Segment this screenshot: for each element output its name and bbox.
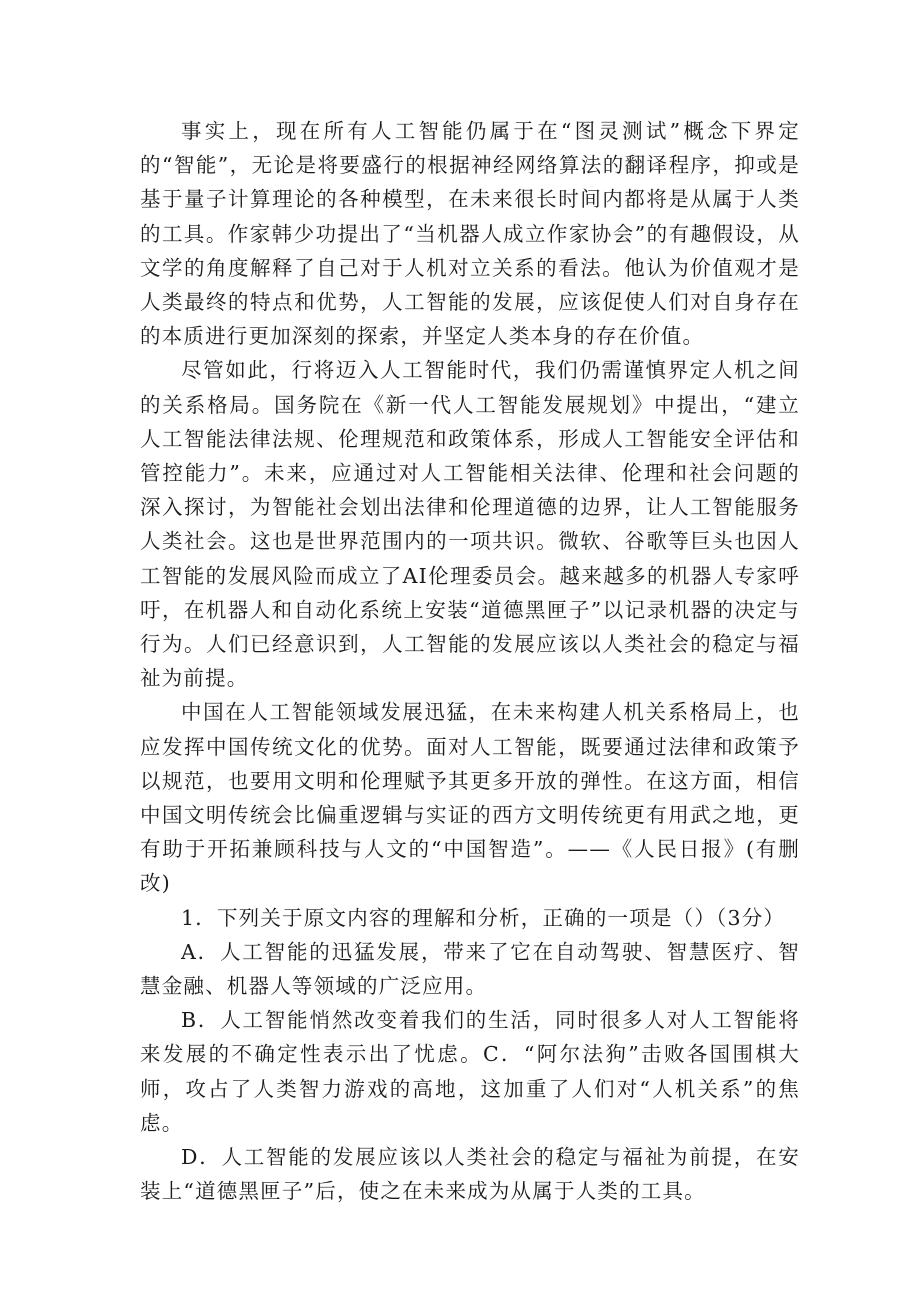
option-b-c: B．人工智能悄然改变着我们的生活，同时很多人对人工智能将来发展的不确定性表示出了忧虑。C．“阿尔法狗”击败各国围棋大师，攻占了人类智力游戏的高地，这加重了人们对“人机关系”的焦虑。 <box>140 1008 800 1135</box>
paragraph-human-machine-relations: 尽管如此，行将迈入人工智能时代，我们仍需谨慎界定人机之间的关系格局。国务院在《新一代人工智能发展规划》中提出，“建立人工智能法律法规、伦理规范和政策体系，形成人工智能安全评估和管控能力”。未来，应通过对人工智能相关法律、伦理和社会问题的深入探讨，为智能社会划出法律和伦理道德的边界，让人工智能服务人类社会。这也是世界范围内的一项共识。微软、谷歌等巨头也因人工智能的发展风险而成立了AI伦理委员会。越来越多的机器人专家呼吁，在机器人和自动化系统上安装“道德黑匣子”以记录机器的决定与行为。人们已经意识到，人工智能的发展应该以人类社会的稳定与福祉为前提。 <box>140 358 800 691</box>
paragraph-chinese-culture: 中国在人工智能领域发展迅猛，在未来构建人机关系格局上，也应发挥中国传统文化的优势。面对人工智能，既要通过法律和政策予以规范，也要用文明和伦理赋予其更多开放的弹性。在这方面，相信中国文明传统会比偏重逻辑与实证的西方文明传统更有用武之地，更有助于开拓兼顾科技与人文的“中国智造”。——《人民日报》(有删改) <box>140 700 800 896</box>
document-body <box>140 114 800 1209</box>
question-1-stem: 1．下列关于原文内容的理解和分析，正确的一项是（）（3分） <box>181 905 786 930</box>
option-a: A．人工智能的迅猛发展，带来了它在自动驾驶、智慧医疗、智慧金融、机器人等领域的广泛应用。 <box>140 939 800 999</box>
option-d: D．人工智能的发展应该以人类社会的稳定与福祉为前提，在安装上“道德黑匣子”后，使之在未来成为从属于人类的工具。 <box>140 1145 800 1204</box>
paragraph-turing-test: 事实上，现在所有人工智能仍属于在“图灵测试”概念下界定的“智能”，无论是将要盛行的根据神经网络算法的翻译程序，抑或是基于量子计算理论的各种模型，在未来很长时间内都将是从属于人类的工具。作家韩少功提出了“当机器人成立作家协会”的有趣假设，从文学的角度解释了自己对于人机对立关系的看法。他认为价值观才是人类最终的特点和优势，人工智能的发展，应该促使人们对自身存在的本质进行更加深刻的探索，并坚定人类本身的存在价值。 <box>140 119 800 349</box>
